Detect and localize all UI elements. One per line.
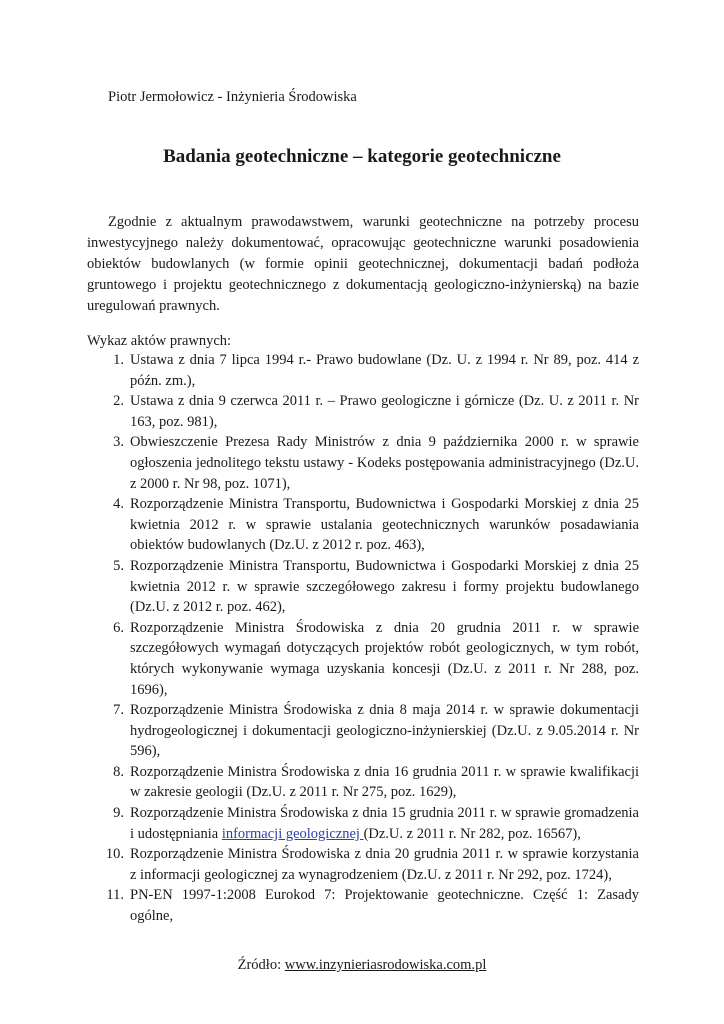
acts-heading: Wykaz aktów prawnych: [87, 333, 232, 349]
list-item-number: 1. [113, 352, 124, 368]
source-label: Źródło: [237, 957, 285, 973]
list-item [87, 556, 639, 618]
list-item [87, 762, 639, 803]
list-item-text: Obwieszczenie Prezesa Rady Ministrów z dnia 9 października 2000 r. w sprawie ogłoszenia jednolitego tekstu ustawy - Kodeks postępowania administracyjnego (Dz.U. z 2000 r. Nr 98, poz. 1071), [130, 434, 639, 492]
list-item-text-before-link: Rozporządzenie Ministra Środowiska z dnia 15 grudnia 2011 r. w sprawie gromadzenia i udostępniania [130, 805, 639, 842]
list-item-text: Ustawa z dnia 7 lipca 1994 r.- Prawo budowlane (Dz. U. z 1994 r. Nr 89, poz. 414 z późn. zm.), [130, 352, 639, 389]
list-item-number: 3. [113, 434, 124, 451]
intro-paragraph: Zgodnie z aktualnym prawodawstwem, warunki geotechniczne na potrzeby procesu inwestycyjnego należy dokumentować, opracowując geotechniczne warunki posadowienia obiektów budowlanych (w formie opinii geotechnicznej, dokumentacji badań podłoża gruntowego i projektu geotechnicznego z dokumentacją geologiczno-inżynierską) na bazie uregulowań prawnych. [87, 214, 639, 314]
list-item-number: 10. [105, 846, 124, 863]
page-footer-source [0, 956, 724, 974]
list-item-number: 8. [113, 763, 124, 780]
list-item [87, 350, 639, 391]
page-header-author: Piotr Jermołowicz - Inżynieria Środowiska [108, 89, 357, 105]
list-item-text: Ustawa z dnia 9 czerwca 2011 r. – Prawo geologiczne i górnicze (Dz. U. z 2011 r. Nr 163, poz. 981), [130, 393, 639, 430]
list-item [87, 803, 639, 844]
informacji-geologicznej-link[interactable]: informacji geologicznej [221, 825, 364, 842]
list-item-number: 11. [106, 887, 124, 904]
list-item-text: Rozporządzenie Ministra Środowiska z dnia 20 grudnia 2011 r. w sprawie szczegółowych wymagań dotyczących projektów robót geologicznych, w tym robót, których wykonywanie wymaga uzyskania koncesji (Dz.U. z 2011 r. Nr 288, poz. 1696), [130, 619, 639, 698]
list-item [87, 700, 639, 762]
list-item-text: Rozporządzenie Ministra Transportu, Budownictwa i Gospodarki Morskiej z dnia 25 kwietnia 2012 r. w sprawie szczegółowego zakresu i formy projektu budowlanego (Dz.U. z 2012 r. poz. 462), [130, 557, 639, 616]
list-item [87, 391, 639, 432]
list-item-text-after-link: (Dz.U. z 2011 r. Nr 282, poz. 16567), [363, 825, 581, 842]
list-item-text: Rozporządzenie Ministra Transportu, Budownictwa i Gospodarki Morskiej z dnia 25 kwietnia 2012 r. w sprawie ustalania geotechnicznych warunków posadawiania obiektów budowlanych (Dz.U. z 2012 r. poz. 463), [130, 496, 639, 554]
list-item-number: 5. [113, 557, 124, 574]
list-item-text: PN-EN 1997-1:2008 Eurokod 7: Projektowanie geotechniczne. Część 1: Zasady ogólne, [130, 887, 639, 925]
list-item [87, 618, 639, 700]
list-item [87, 844, 639, 885]
source-website-link[interactable]: www.inzynieriasrodowiska.com.pl [284, 957, 487, 973]
list-item [87, 885, 639, 926]
list-item [87, 494, 639, 556]
list-item-number: 4. [113, 496, 124, 513]
list-item-number: 7. [113, 702, 124, 719]
list-item-number: 9. [113, 805, 124, 822]
list-item-number: 6. [113, 619, 124, 636]
list-item-text: Rozporządzenie Ministra Środowiska z dnia 16 grudnia 2011 r. w sprawie kwalifikacji w zakresie geologii (Dz.U. z 2011 r. Nr 275, poz. 1629), [130, 763, 639, 801]
acts-list [87, 350, 639, 927]
list-item-text: Rozporządzenie Ministra Środowiska z dnia 8 maja 2014 r. w sprawie dokumentacji hydrogeologicznej i dokumentacji geologiczno-inżynierskiej (Dz.U. z 9.05.2014 r. Nr 596), [130, 702, 639, 760]
list-item [87, 432, 639, 494]
page-title: Badania geotechniczne – kategorie geotechniczne [163, 146, 561, 167]
list-item-number: 2. [113, 393, 124, 410]
list-item-text: Rozporządzenie Ministra Środowiska z dnia 20 grudnia 2011 r. w sprawie korzystania z informacji geologicznej za wynagrodzeniem (Dz.U. z 2011 r. Nr 292, poz. 1724), [130, 846, 639, 883]
